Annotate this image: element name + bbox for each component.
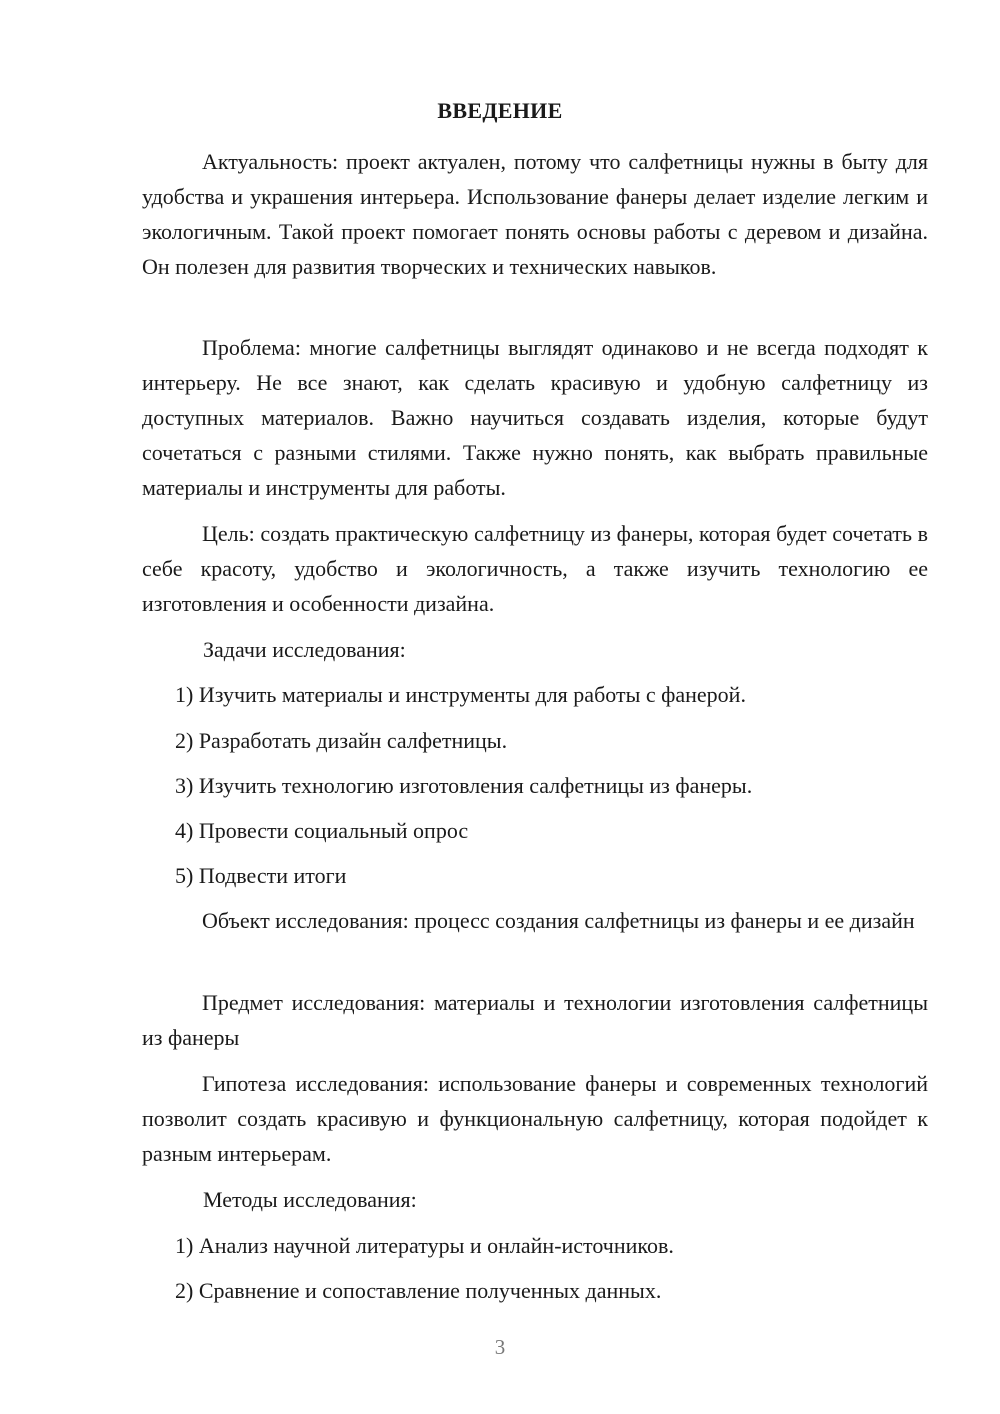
problem-paragraph: Проблема: многие салфетницы выглядят одинаково и не всегда подходят к интерьеру. Не все знают, как сделать красивую и удобную салфетницу из доступных материалов. Важно научиться создавать изделия, которые будут сочетаться с разными стилями. Также нужно понять, как выбрать правильные материалы и инструменты для работы. [142, 335, 928, 500]
subject-paragraph: Предмет исследования: материалы и технологии изготовления салфетницы из фанеры [142, 990, 928, 1050]
task-item-1: 1) Изучить материалы и инструменты для работы с фанерой. [175, 682, 746, 707]
task-item-5: 5) Подвести итоги [175, 863, 347, 888]
task-item-4: 4) Провести социальный опрос [175, 818, 469, 843]
task-item-3: 3) Изучить технологию изготовления салфетницы из фанеры. [175, 773, 753, 798]
task-item-2: 2) Разработать дизайн салфетницы. [175, 728, 508, 753]
page-title: ВВЕДЕНИЕ [437, 98, 563, 123]
goal-paragraph: Цель: создать практическую салфетницу из фанеры, которая будет сочетать в себе красоту, удобство и экологичность, а также изучить технологию ее изготовления и особенности дизайна. [142, 521, 928, 616]
tasks-heading: Задачи исследования: [203, 637, 406, 662]
relevance-paragraph: Актуальность: проект актуален, потому что салфетницы нужны в быту для удобства и украшения интерьера. Использование фанеры делает изделие легким и экологичным. Такой проект помогает понять основы работы с деревом и дизайна. Он полезен для развития творческих и технических навыков. [142, 149, 928, 279]
method-item-1: 1) Анализ научной литературы и онлайн-источников. [175, 1233, 674, 1258]
object-paragraph: Объект исследования: процесс создания салфетницы из фанеры и ее дизайн [202, 908, 915, 933]
methods-heading: Методы исследования: [203, 1187, 417, 1212]
page-number: 3 [494, 1335, 506, 1359]
method-item-2: 2) Сравнение и сопоставление полученных данных. [175, 1278, 662, 1303]
hypothesis-paragraph: Гипотеза исследования: использование фанеры и современных технологий позволит создать красивую и функциональную салфетницу, которая подойдет к разным интерьерам. [142, 1071, 928, 1166]
